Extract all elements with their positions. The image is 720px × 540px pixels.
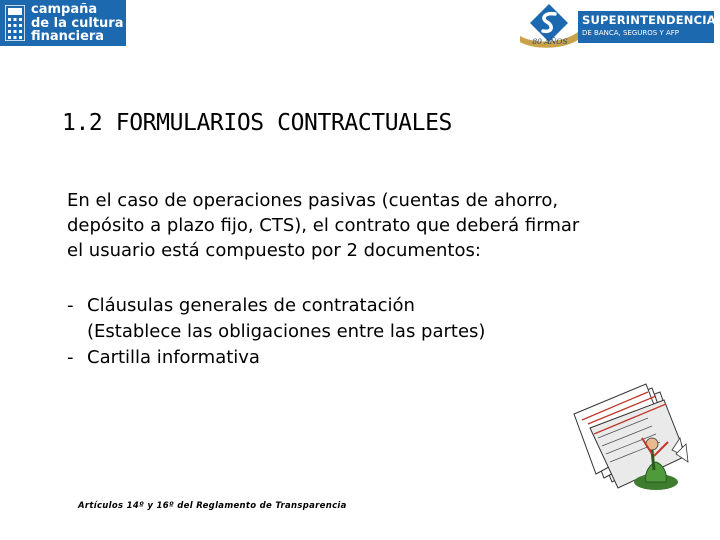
list-item	[67, 293, 677, 319]
list-item	[67, 345, 677, 371]
sbs-name-box	[578, 11, 714, 43]
sbs-name: SUPERINTENDENCIA	[582, 13, 716, 27]
header-band	[0, 0, 720, 50]
ribbon-text: 80 AÑOS	[532, 37, 568, 46]
sbs-subtitle: DE BANCA, SEGUROS Y AFP	[582, 29, 679, 37]
campaign-logo-text	[31, 3, 123, 44]
campaign-logo-line: financiera	[31, 29, 105, 44]
list-item-text: (Establece las obligaciones entre las partes)	[87, 321, 486, 342]
list-item-note	[67, 319, 677, 345]
intro-paragraph	[67, 188, 677, 263]
campaign-logo-line: campaña	[31, 2, 98, 17]
list-bullet: -	[67, 347, 74, 368]
intro-line: el usuario está compuesto por 2 documentos:	[67, 240, 481, 261]
calculator-grid-icon	[5, 5, 25, 41]
list-bullet: -	[67, 295, 74, 316]
list-item-text: Cartilla informativa	[87, 347, 260, 368]
campaign-logo	[0, 0, 126, 46]
slide-title: 1.2 FORMULARIOS CONTRACTUALES	[62, 110, 452, 136]
list-item-text: Cláusulas generales de contratación	[87, 295, 415, 316]
footnote: Artículos 14º y 16º del Reglamento de Transparencia	[78, 501, 347, 511]
intro-line: depósito a plazo fijo, CTS), el contrato que deberá firmar	[67, 215, 580, 236]
campaign-logo-line: de la cultura	[31, 15, 124, 31]
sbs-logo	[512, 2, 720, 48]
sbs-emblem-icon	[516, 2, 582, 48]
documents-with-figure-icon	[568, 378, 708, 500]
intro-line: En el caso de operaciones pasivas (cuentas de ahorro,	[67, 190, 559, 211]
document-list	[67, 293, 677, 371]
